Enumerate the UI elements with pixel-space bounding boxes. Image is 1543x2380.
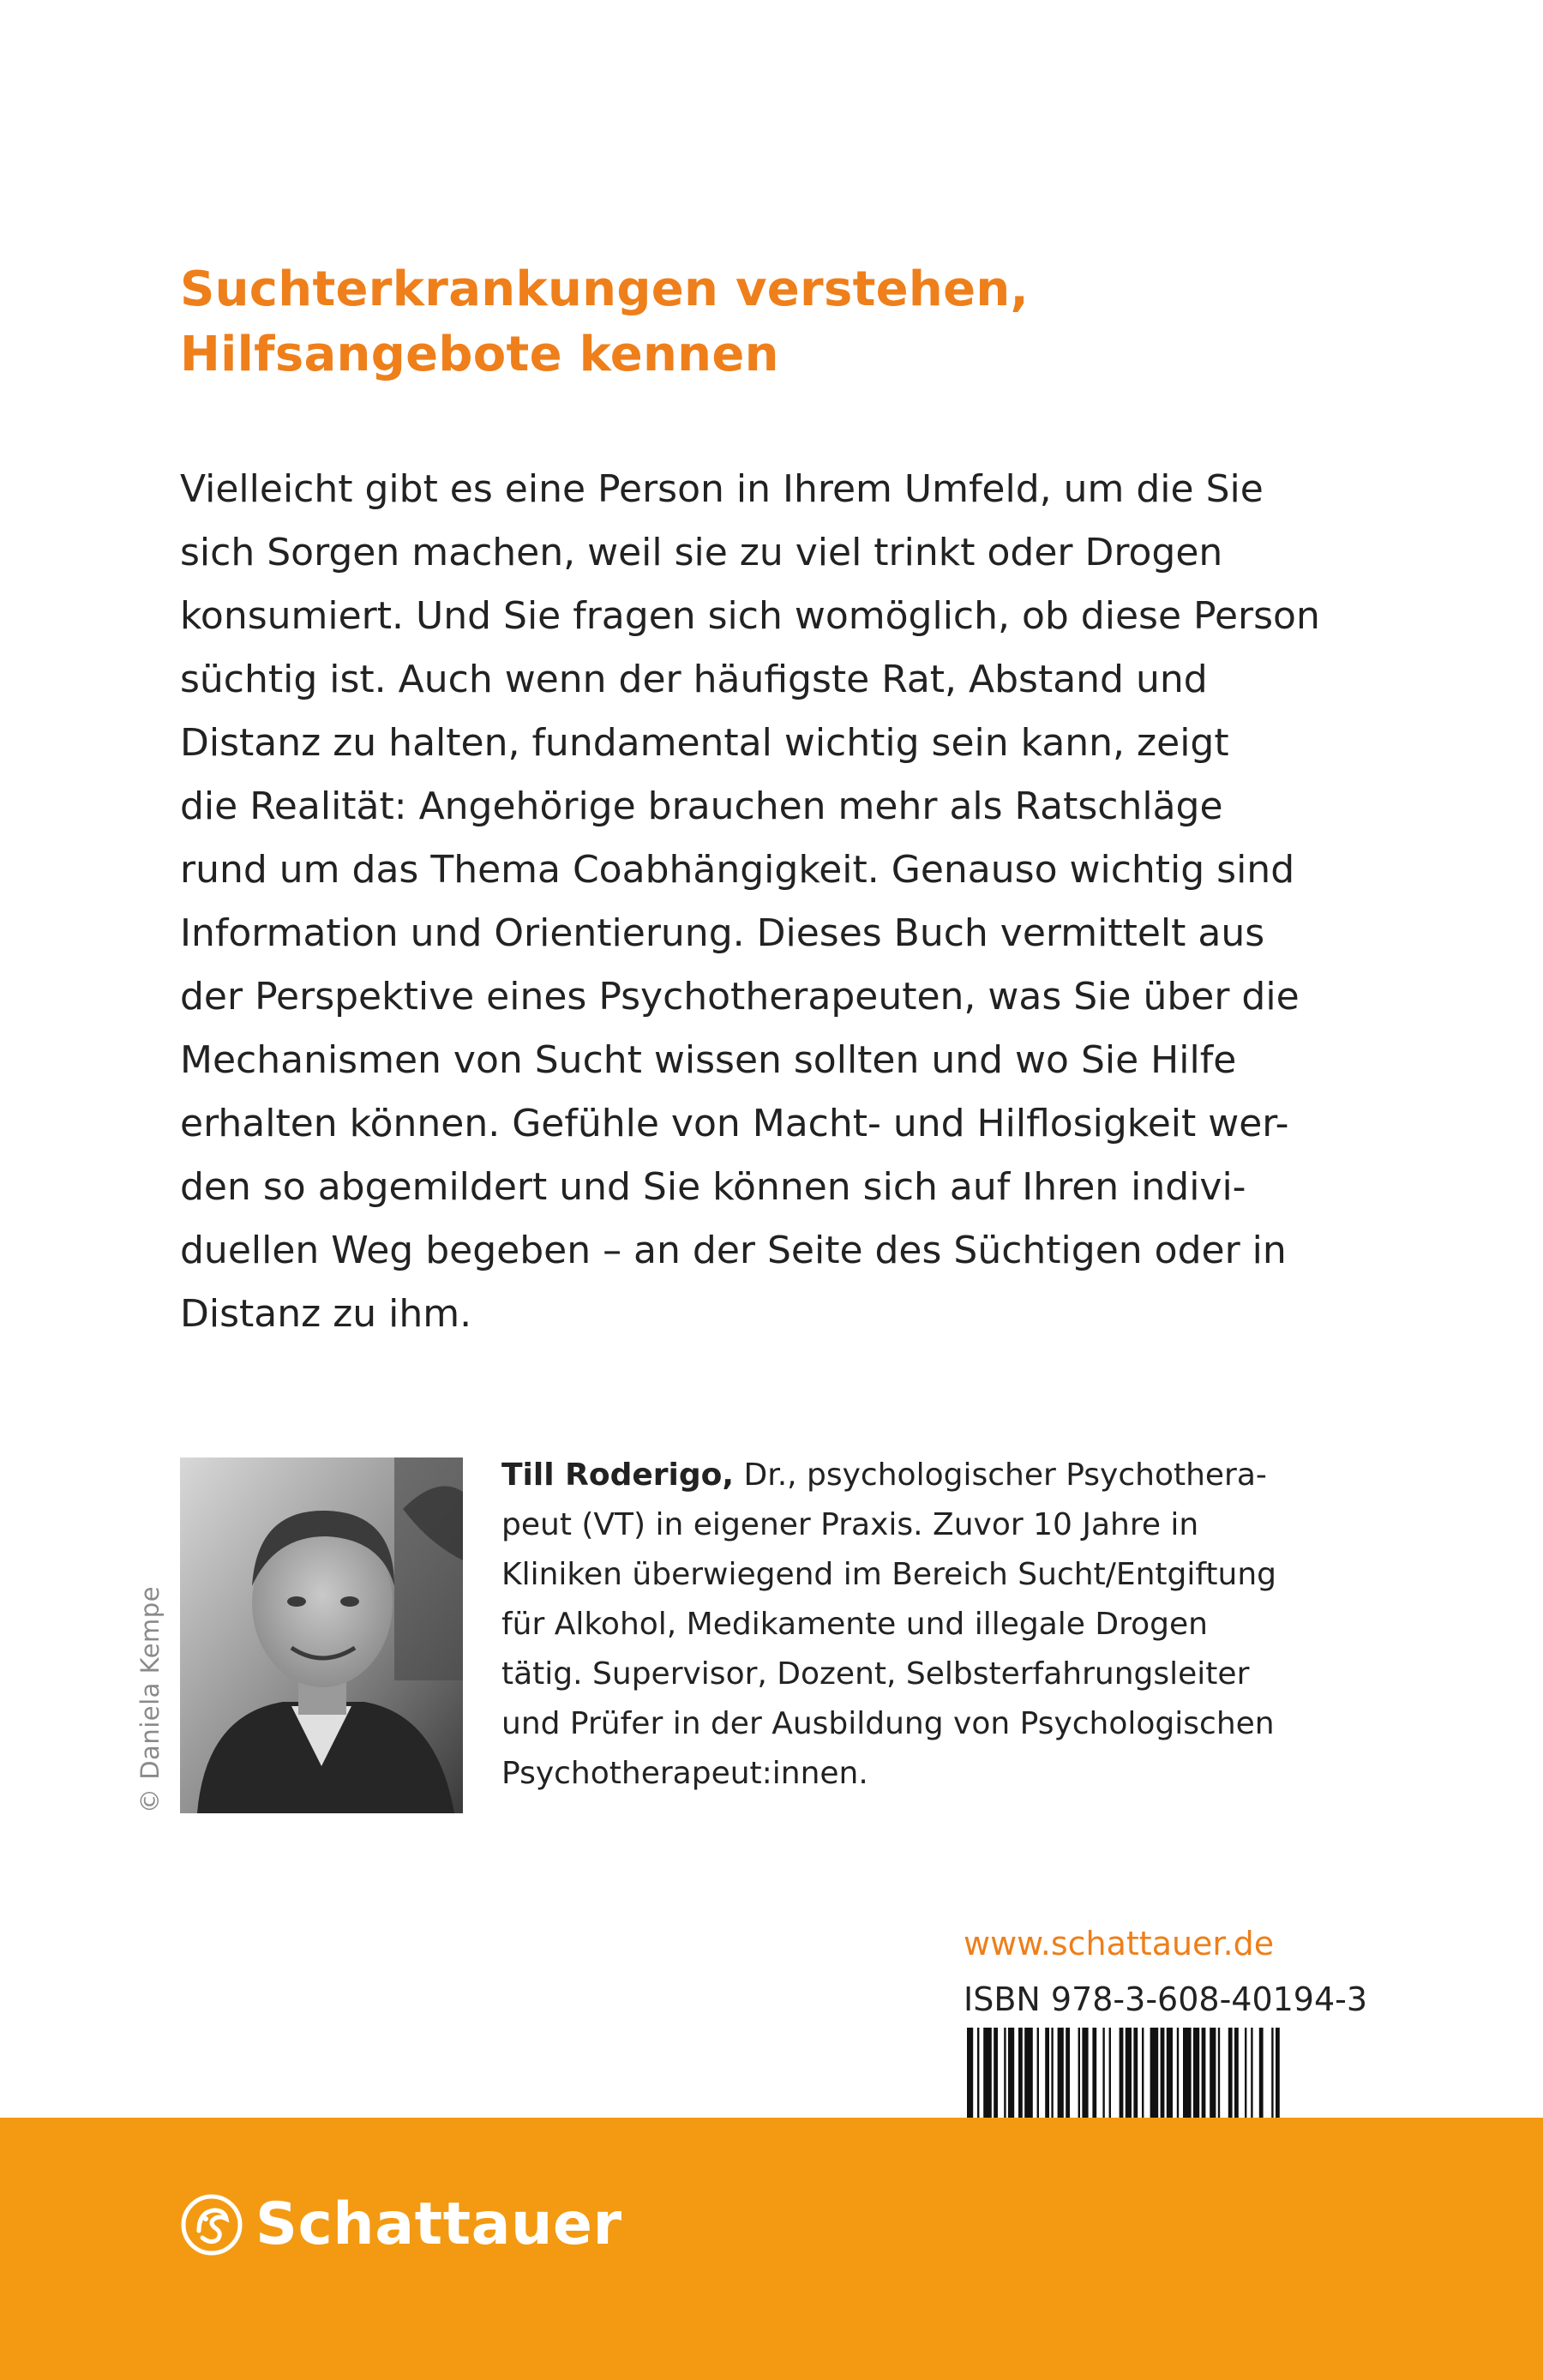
barcode-bar (1245, 2028, 1246, 2122)
portrait-illustration (180, 1457, 463, 1813)
photo-credit: © Daniela Kempe (135, 1585, 165, 1813)
blurb-line: konsumiert. Und Sie fragen sich womöglich, ob diese Person (180, 594, 1320, 638)
barcode-bar (1109, 2028, 1111, 2122)
blurb-line: Information und Orientierung. Dieses Buch vermittelt aus (180, 911, 1265, 955)
barcode-bar (1058, 2028, 1064, 2122)
bio-line: Kliniken überwiegend im Bereich Sucht/Entgiftung (501, 1557, 1276, 1592)
publisher-logo-text: Schattauer (255, 2191, 622, 2258)
bio-line: peut (VT) in eigener Praxis. Zuvor 10 Jahre in (501, 1507, 1199, 1542)
barcode-bar (1008, 2028, 1014, 2122)
barcode-bar (1177, 2028, 1179, 2122)
barcode-bar (1066, 2028, 1070, 2122)
blurb-line: duellen Weg begeben – an der Seite des Süchtigen oder in (180, 1229, 1287, 1272)
headline-line: Suchterkrankungen verstehen, (180, 261, 1030, 317)
barcode-bar (1092, 2028, 1096, 2122)
barcode-bar (1161, 2028, 1165, 2122)
headline (180, 257, 1380, 388)
barcode-bar (983, 2028, 992, 2122)
blurb-line: erhalten können. Gefühle von Macht- und Hilflosigkeit wer- (180, 1102, 1289, 1145)
blurb-text (180, 458, 1397, 1346)
blurb-line: sich Sorgen machen, weil sie zu viel trinkt oder Drogen (180, 531, 1223, 574)
blurb-line: Vielleicht gibt es eine Person in Ihrem Umfeld, um die Sie (180, 467, 1264, 511)
publisher-logo (180, 2191, 622, 2259)
isbn-number: ISBN 978-3-608-40194-3 (964, 1980, 1368, 2018)
bio-line: Psychotherapeut:innen. (501, 1756, 868, 1791)
barcode-bar (1228, 2028, 1233, 2122)
barcode-bar (1004, 2028, 1006, 2122)
blurb-line: den so abgemildert und Sie können sich auf Ihren indivi- (180, 1165, 1246, 1209)
blurb-line: Mechanismen von Sucht wissen sollten und wo Sie Hilfe (180, 1038, 1237, 1082)
barcode-bar (1045, 2028, 1049, 2122)
barcode-bar (1018, 2028, 1023, 2122)
barcode-bar (1102, 2028, 1104, 2122)
barcode-bar (1276, 2028, 1280, 2122)
barcode-bar (1051, 2028, 1053, 2122)
barcode-bar (1078, 2028, 1080, 2122)
barcode-bar (1126, 2028, 1132, 2122)
barcode-bar (1202, 2028, 1206, 2122)
barcode-bar (1037, 2028, 1039, 2122)
barcode-bar (1133, 2028, 1138, 2122)
blurb-line: Distanz zu halten, fundamental wichtig sein kann, zeigt (180, 721, 1229, 765)
barcode-bar (1210, 2028, 1216, 2122)
barcode-bars (964, 2028, 1372, 2122)
barcode-bar (1120, 2028, 1124, 2122)
barcode-bar (1234, 2028, 1239, 2122)
barcode-bar (1167, 2028, 1173, 2122)
publisher-website: www.schattauer.de (964, 1925, 1275, 1962)
author-bio (501, 1451, 1384, 1799)
barcode-bar (1082, 2028, 1088, 2122)
author-name: Till Roderigo, (501, 1457, 735, 1493)
barcode-bar (1183, 2028, 1192, 2122)
bio-first-line (501, 1451, 1384, 1500)
author-portrait (180, 1457, 463, 1813)
bio-line: und Prüfer in der Ausbildung von Psychologischen (501, 1706, 1275, 1741)
barcode-bar (1193, 2028, 1199, 2122)
blurb-line: Distanz zu ihm. (180, 1292, 472, 1336)
blurb-line: rund um das Thema Coabhängigkeit. Genauso wichtig sind (180, 848, 1295, 892)
blurb-line: die Realität: Angehörige brauchen mehr als Ratschläge (180, 784, 1223, 828)
bio-first-line-text: Dr., psychologischer Psychothera- (734, 1457, 1267, 1493)
barcode-bar (1150, 2028, 1159, 2122)
barcode-bar (967, 2028, 973, 2122)
schattauer-logo-icon (180, 2193, 243, 2257)
barcode-bar (1251, 2028, 1252, 2122)
bio-line: für Alkohol, Medikamente und illegale Drogen (501, 1607, 1208, 1642)
barcode-bar (1271, 2028, 1273, 2122)
barcode-bar (1024, 2028, 1033, 2122)
barcode-bar (1142, 2028, 1144, 2122)
barcode-bar (1218, 2028, 1220, 2122)
barcode-bar (994, 2028, 998, 2122)
barcode (964, 2028, 1372, 2122)
barcode-bar (977, 2028, 979, 2122)
blurb-line: süchtig ist. Auch wenn der häufigste Rat, Abstand und (180, 658, 1208, 701)
bio-line: tätig. Supervisor, Dozent, Selbsterfahrungsleiter (501, 1656, 1250, 1692)
barcode-bar (1259, 2028, 1264, 2122)
headline-line: Hilfsangebote kennen (180, 327, 779, 382)
blurb-line: der Perspektive eines Psychotherapeuten, was Sie über die (180, 975, 1300, 1019)
